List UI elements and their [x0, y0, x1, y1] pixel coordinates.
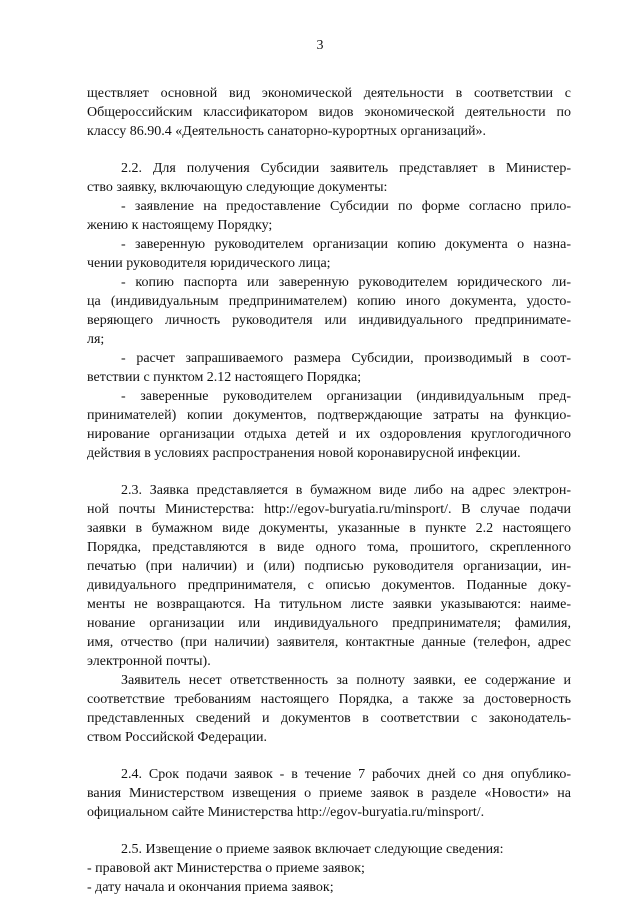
list-item-line: - копию паспорта или заверенную руководителем юридического ли-	[121, 275, 571, 290]
text-line: классу 86.90.4 «Деятельность санаторно-курортных организаций».	[87, 124, 487, 139]
text-line: 2.3. Заявка представляется в бумажном виде либо на адрес электрон-	[121, 483, 571, 498]
list-item-line: - дату начала и окончания приема заявок;	[87, 880, 334, 895]
list-item-line: принимателей) копии документов, подтверждающие затраты на функцио-	[87, 408, 571, 423]
text-line: ществляет основной вид экономической деятельности в соответствии с	[87, 86, 571, 101]
text-line: электронной почты).	[87, 654, 211, 669]
text-line: ство заявку, включающую следующие документы:	[87, 180, 388, 195]
list-item-line: веряющего личность руководителя или индивидуального предпринимате-	[87, 313, 571, 328]
list-item-line: жению к настоящему Порядку;	[87, 218, 273, 233]
text-line: нование организации или индивидуального предпринимателя; фамилия,	[87, 616, 571, 631]
list-item-line: нирование организации отдыха детей и их оздоровления круглогодичного	[87, 427, 571, 442]
text-line: 2.4. Срок подачи заявок - в течение 7 рабочих дней со дня опублико-	[121, 767, 571, 782]
list-item-line: - заверенные руководителем организации (индивидуальным пред-	[121, 389, 571, 404]
text-line: официальном сайте Министерства http://egov-buryatia.ru/minsport/.	[87, 805, 485, 820]
text-line: вания Министерством извещения о приеме заявок в разделе «Новости» на	[87, 786, 571, 801]
text-line: ной почты Министерства: http://egov-buryatia.ru/minsport/. В случае подачи	[87, 502, 571, 517]
text-line: 2.5. Извещение о приеме заявок включает следующие сведения:	[121, 842, 504, 857]
list-item-line: ля;	[87, 332, 105, 347]
text-line: дивидуального предпринимателя, с описью документов. Поданные доку-	[87, 578, 571, 593]
text-line: Общероссийским классификатором видов экономической деятельности по	[87, 105, 571, 120]
list-item-line: - заверенную руководителем организации копию документа о назна-	[121, 237, 571, 252]
list-item-line: ветствии с пунктом 2.12 настоящего Порядка;	[87, 370, 362, 385]
list-item-line: - правовой акт Министерства о приеме заявок;	[87, 861, 365, 876]
text-line: Порядка, представляются в виде одного тома, прошитого, скрепленного	[87, 540, 571, 555]
text-line: представленных сведений и документов в соответствии с законодатель-	[87, 711, 571, 726]
text-line: менты не возвращаются. На титульном листе заявки указываются: наиме-	[87, 597, 571, 612]
list-item-line: действия в условиях распространения новой коронавирусной инфекции.	[87, 446, 521, 461]
list-item-line: - заявление на предоставление Субсидии по форме согласно прило-	[121, 199, 571, 214]
list-item-line: чении руководителя юридического лица;	[87, 256, 331, 271]
text-line: ством Российской Федерации.	[87, 730, 268, 745]
text-line: печатью (при наличии) и (или) подписью руководителя организации, ин-	[87, 559, 571, 574]
text-line: соответствие требованиям настоящего Порядка, а также за достоверность	[87, 692, 571, 707]
list-item-line: ца (индивидуальным предпринимателем) копию иного документа, удосто-	[87, 294, 571, 309]
text-line: 2.2. Для получения Субсидии заявитель представляет в Министер-	[121, 161, 571, 176]
text-line: имя, отчество (при наличии) заявителя, контактные данные (телефон, адрес	[87, 635, 571, 650]
list-item-line: - расчет запрашиваемого размера Субсидии, производимый в соот-	[121, 351, 571, 366]
text-line: заявки в бумажном виде документы, указанные в пункте 2.2 настоящего	[87, 521, 571, 536]
page-number: 3	[316, 38, 324, 53]
text-line: Заявитель несет ответственность за полноту заявки, ее содержание и	[121, 673, 571, 688]
